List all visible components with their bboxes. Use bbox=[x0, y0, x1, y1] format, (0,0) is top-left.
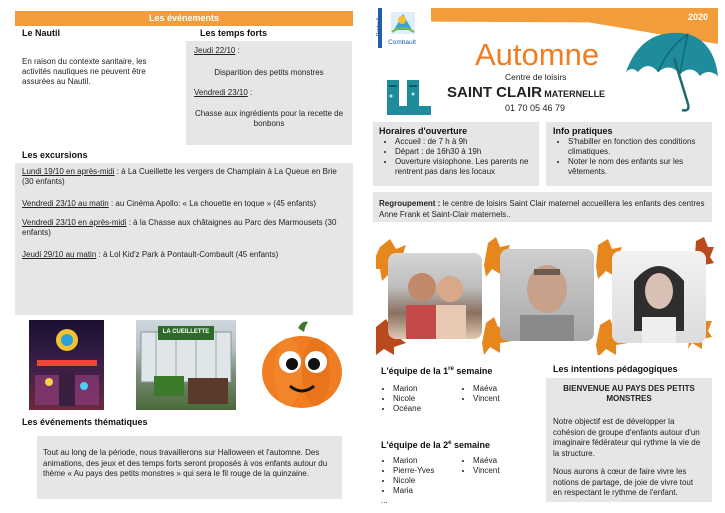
excursion-date: Jeudi 29/10 au matin bbox=[22, 250, 97, 259]
regroupement-text bbox=[379, 198, 707, 220]
excursion-item bbox=[22, 199, 347, 209]
team2-more: ... bbox=[381, 496, 388, 505]
excursion-date: Lundi 19/10 en après-midi bbox=[22, 167, 115, 176]
intentions-title: Les intentions pédagogiques bbox=[553, 364, 678, 374]
excursions-title: Les excursions bbox=[22, 150, 88, 160]
excursion-text: : à la Chasse aux châtaignes au Parc des Marmousets (30 enfants) bbox=[22, 218, 337, 237]
excursions-box bbox=[15, 163, 353, 315]
team1-list-col2 bbox=[461, 384, 500, 404]
team1-list-col1 bbox=[381, 384, 421, 414]
temps-fort-1-date-line bbox=[194, 46, 240, 55]
team-member: • Océane bbox=[393, 404, 421, 414]
phone-number: 01 70 05 46 79 bbox=[505, 103, 566, 113]
umbrella-illustration bbox=[622, 20, 720, 116]
team1-title-a: L'équipe de la 1 bbox=[381, 366, 449, 376]
team2-title-b: semaine bbox=[451, 440, 491, 450]
team2-list-col2 bbox=[461, 456, 500, 476]
team1-sup: re bbox=[448, 366, 454, 372]
temps-forts-box bbox=[186, 41, 352, 145]
team-member: • Maéva bbox=[473, 456, 500, 466]
excursion-date: Vendredi 23/10 au matin bbox=[22, 199, 109, 208]
team-member: • Pierre-Yves bbox=[393, 466, 434, 476]
center-name-line bbox=[447, 84, 605, 101]
temps-fort-desc: Chasse aux ingrédients pour la recette de bonbons bbox=[194, 109, 344, 128]
center-name: SAINT CLAIR bbox=[447, 84, 542, 101]
team-member: • Maria bbox=[393, 486, 434, 496]
excursion-item bbox=[22, 250, 347, 260]
hours-title: Horaires d'ouverture bbox=[379, 126, 468, 136]
excursion-item bbox=[22, 167, 347, 187]
logo-text: Combault bbox=[388, 39, 416, 46]
cueillette-photo bbox=[136, 320, 236, 410]
pumpkin-image bbox=[258, 318, 346, 410]
team-photo-2 bbox=[500, 249, 594, 341]
team2-sup: e bbox=[448, 440, 452, 446]
hours-list bbox=[383, 137, 545, 177]
info-list bbox=[556, 137, 718, 177]
team-member: • Vincent bbox=[473, 466, 500, 476]
thematic-box bbox=[37, 436, 342, 499]
info-item: • Noter le nom des enfants sur les vêtements. bbox=[568, 157, 718, 177]
temps-fort-suffix: : bbox=[247, 88, 253, 97]
excursion-date: Vendredi 23/10 en après-midi bbox=[22, 218, 127, 227]
team-member: • Nicole bbox=[393, 394, 421, 404]
logo-side-text: Pontault bbox=[376, 17, 383, 37]
team-member: • Marion bbox=[393, 384, 421, 394]
excursion-text: : à La Cueillette les vergers de Champlain à La Queue en Brie (30 enfants) bbox=[22, 167, 337, 186]
team2-list-col1 bbox=[381, 456, 434, 496]
excursion-item bbox=[22, 218, 347, 238]
info-box bbox=[546, 122, 712, 186]
center-type: MATERNELLE bbox=[544, 89, 606, 99]
team-member: • Marion bbox=[393, 456, 434, 466]
team-member: • Nicole bbox=[393, 476, 434, 486]
excursion-text: : au Cinéma Apollo: « La chouette en toque » (45 enfants) bbox=[108, 199, 316, 208]
info-item: • S'habiller en fonction des conditions climatiques. bbox=[568, 137, 718, 157]
subtitle: Centre de loisirs bbox=[505, 72, 567, 82]
regroupement-body: le centre de loisirs Saint Clair maternel accueillera les enfants des centres Anne Frank et Saint-Clair maternels.. bbox=[379, 199, 705, 219]
temps-forts-title: Les temps forts bbox=[200, 28, 268, 38]
thematic-text: Tout au long de la période, nous travaillerons sur Halloween et l'automne. Des animations, des jeux et des temps forts seront proposés à vos enfants autour du thème « Au pays des petits monstres » qui sera le fil rouge de la quinzaine. bbox=[43, 448, 328, 478]
nautil-text: En raison du contexte sanitaire, les activités nautiques ne peuvent être assurées au Nautil. bbox=[22, 57, 147, 86]
team2-title-a: L'équipe de la 2 bbox=[381, 440, 449, 450]
temps-fort-suffix: : bbox=[235, 46, 240, 55]
team-member: • Maéva bbox=[473, 384, 500, 394]
intentions-box bbox=[546, 378, 712, 502]
hours-box bbox=[373, 122, 539, 186]
cinema-photo bbox=[29, 320, 104, 410]
temps-fort-desc: Disparition des petits monstres bbox=[214, 68, 324, 77]
hours-item: • Accueil : de 7 h à 9h bbox=[395, 137, 545, 147]
temps-fort-date: Jeudi 22/10 bbox=[194, 46, 236, 55]
thematic-title: Les événements thématiques bbox=[22, 417, 148, 427]
team-photo-1 bbox=[388, 253, 482, 339]
team2-title bbox=[381, 440, 490, 450]
regroupement-box bbox=[373, 192, 712, 222]
team-photo-3 bbox=[612, 251, 706, 343]
intentions-p1: Notre objectif est de développer la cohésion de groupe d'enfants autour d'un imaginaire fédérateur qui rythme la vie de la structure. bbox=[553, 417, 701, 458]
hours-item: • Départ : de 16h30 à 19h bbox=[395, 147, 545, 157]
events-banner: Les événements bbox=[15, 11, 353, 26]
team1-title-b: semaine bbox=[453, 366, 493, 376]
boots-illustration bbox=[381, 78, 441, 118]
temps-fort-date: Vendredi 23/10 bbox=[194, 88, 248, 97]
intentions-p2: Nous aurons à cœur de faire vivre les notions de partage, de joie de vivre tout en respectant le rythme de l'enfant. bbox=[553, 467, 694, 497]
year: 2020 bbox=[688, 12, 709, 22]
info-title: Info pratiques bbox=[553, 126, 613, 136]
temps-fort-2-date-line bbox=[194, 88, 252, 97]
hours-item: • Ouverture visiophone. Les parents ne rentrent pas dans les locaux bbox=[395, 157, 545, 177]
team-photo-strip bbox=[376, 237, 714, 355]
team1-title bbox=[381, 366, 492, 376]
brand-logo bbox=[378, 8, 422, 48]
excursion-text: : à Lol Kid'z Park à Pontault-Combault (45 enfants) bbox=[96, 250, 279, 259]
intentions-banner: BIENVENUE AU PAYS DES PETITS MONSTRES bbox=[563, 384, 695, 403]
nautil-title: Le Nautil bbox=[22, 28, 61, 38]
team-member: • Vincent bbox=[473, 394, 500, 404]
regroupement-label: Regroupement : bbox=[379, 199, 441, 208]
main-title: Automne bbox=[475, 37, 600, 72]
cueillette-sign: LA CUEILLETTE bbox=[162, 329, 210, 335]
